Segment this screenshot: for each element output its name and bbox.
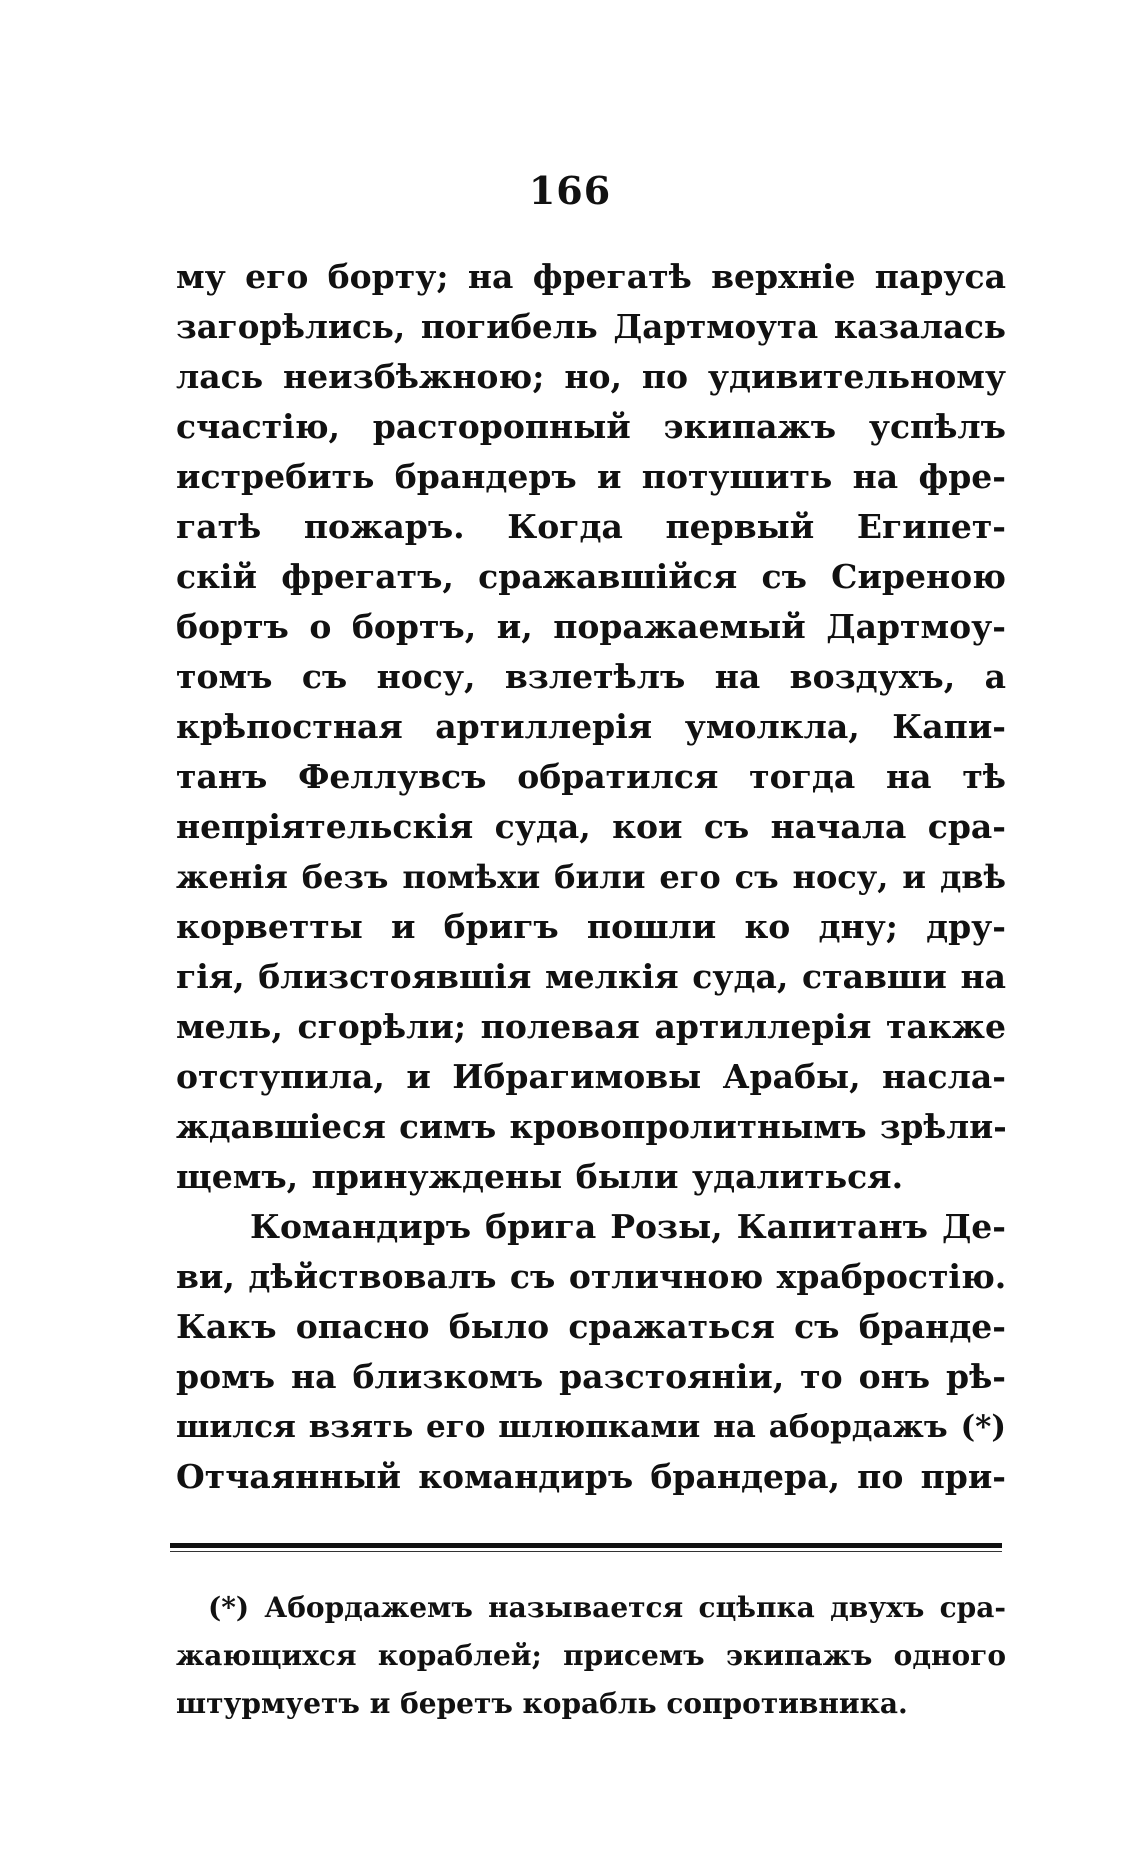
footnote-line: (*) Абордажемъ называется сцѣпка двухъ сра- (208, 1591, 1006, 1624)
text-line: му его борту; на фрегатѣ верхніе паруса (176, 257, 1006, 296)
text-line: корветты и бригъ пошли ко дну; дру- (176, 907, 1006, 946)
footnote (176, 1584, 1006, 1728)
text-line: бортъ о бортъ, и, поражаемый Дартмоу- (176, 607, 1006, 646)
footnote-line: штурмуетъ и беретъ корабль сопротивника. (176, 1687, 908, 1720)
text-line: лась неизбѣжною; но, по удивительному (176, 357, 1006, 396)
text-line: загорѣлись, погибель Дартмоута казалась (176, 307, 1006, 346)
text-line: томъ съ носу, взлетѣлъ на воздухъ, а (176, 657, 1006, 696)
text-line: танъ Феллувсъ обратился тогда на тѣ (176, 757, 1006, 796)
text-line: ромъ на близкомъ разстояніи, то онъ рѣ- (176, 1357, 1006, 1396)
footnote-line: жающихся кораблей; присемъ экипажъ одного (176, 1639, 1006, 1672)
text-line: счастію, расторопный экипажъ успѣлъ (176, 407, 1006, 446)
text-line: Командиръ брига Розы, Капитанъ Де- (250, 1207, 1006, 1246)
text-line: мель, сгорѣли; полевая артиллерія также (176, 1007, 1006, 1046)
text-line: щемъ, принуждены были удалиться. (176, 1157, 904, 1196)
text-line: Отчаянный командиръ брандера, по при- (176, 1457, 1006, 1496)
body-text (176, 252, 1006, 1502)
text-line: истребить брандеръ и потушить на фре- (176, 457, 1006, 496)
page-number: 166 (528, 168, 612, 213)
text-line: шился взять его шлюпками на абордажъ (*) (176, 1409, 1006, 1445)
footnote-divider (170, 1543, 1002, 1548)
text-line: ви, дѣйствовалъ съ отличною храбростію. (176, 1257, 1007, 1296)
footnote-divider-thin (170, 1551, 1002, 1552)
text-line: скій фрегатъ, сражавшійся съ Сиреною (176, 557, 1006, 596)
text-line: отступила, и Ибрагимовы Арабы, насла- (176, 1057, 1006, 1096)
text-line: непріятельскія суда, кои съ начала сра- (176, 807, 1006, 846)
text-line: ждавшіеся симъ кровопролитнымъ зрѣли- (176, 1107, 1007, 1146)
text-line: женія безъ помѣхи били его съ носу, и двѣ (176, 858, 1006, 896)
text-line: гія, близстоявшія мелкія суда, ставши на (176, 957, 1006, 996)
text-line: крѣпостная артиллерія умолкла, Капи- (176, 707, 1006, 746)
text-line: Какъ опасно было сражаться съ бранде- (176, 1307, 1006, 1346)
text-line: гатѣ пожаръ. Когда первый Египет- (176, 507, 1006, 546)
